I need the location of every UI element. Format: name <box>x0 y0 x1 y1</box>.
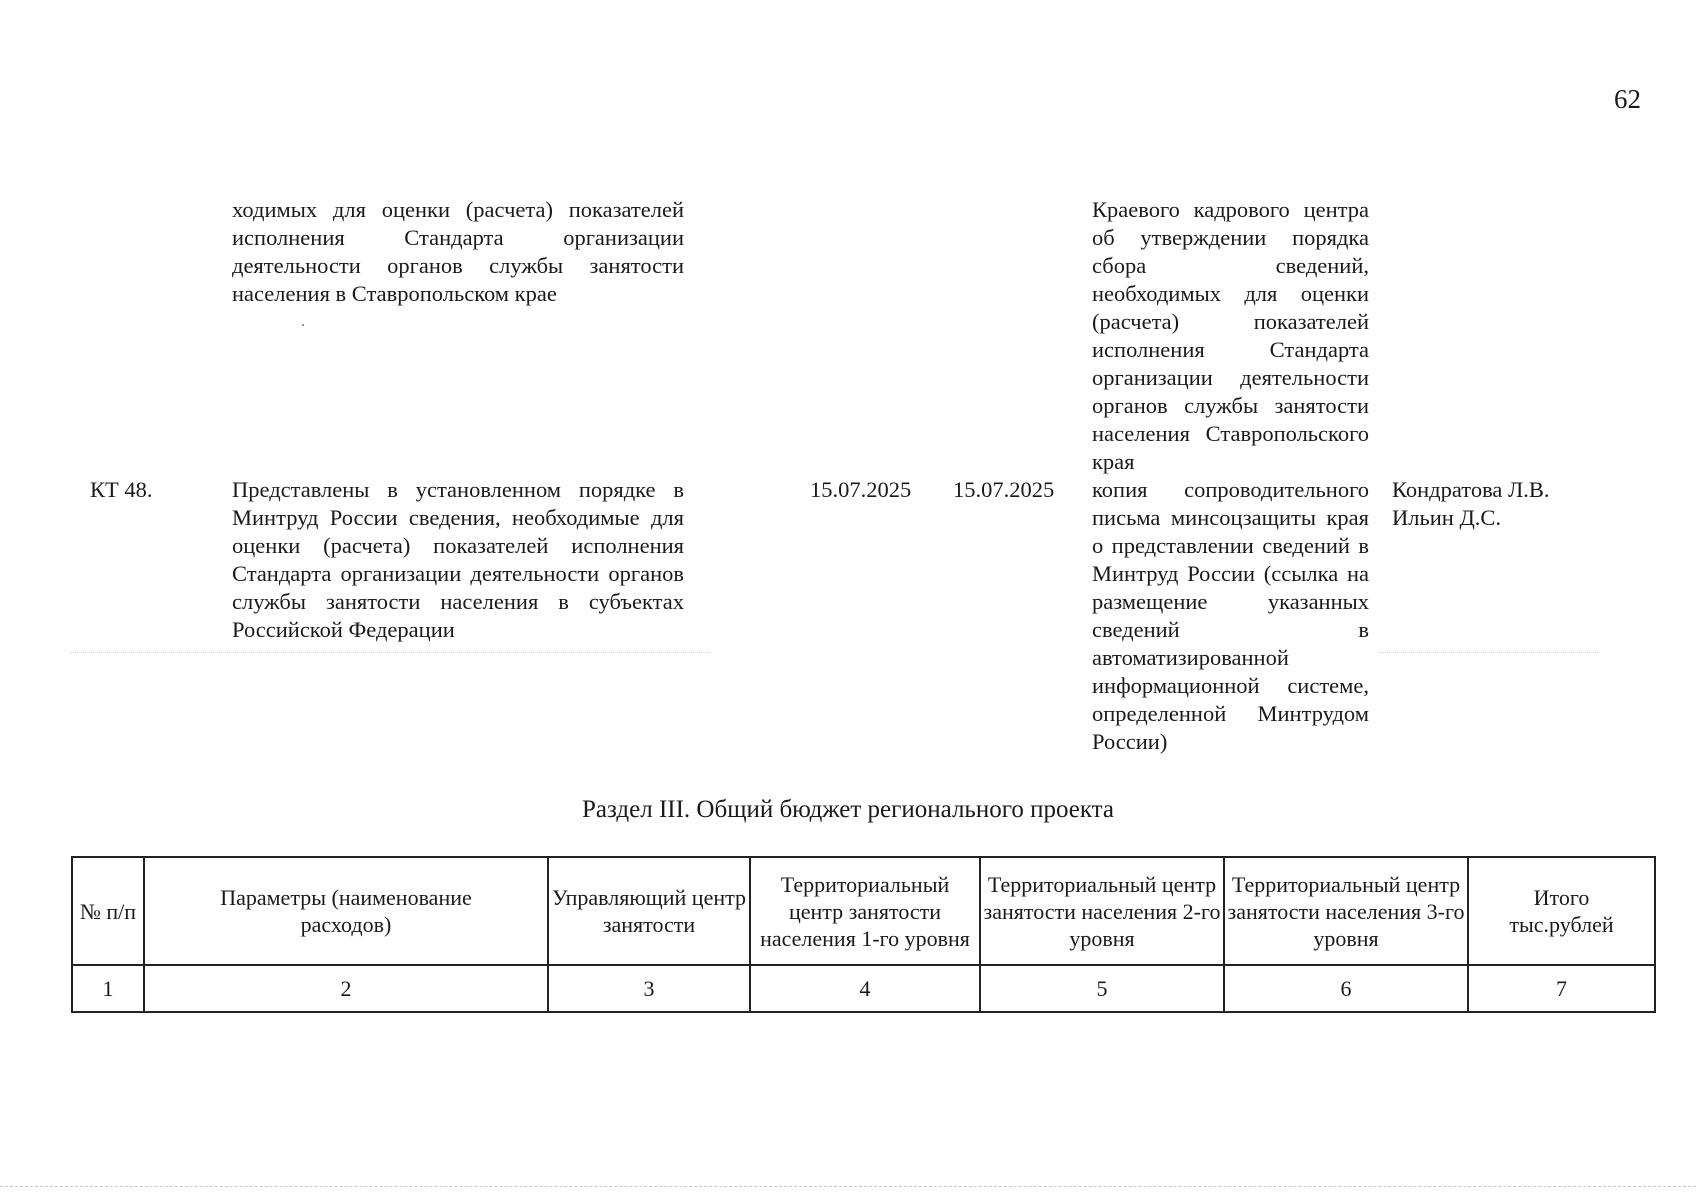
budget-table <box>71 856 1656 1013</box>
table-header-row <box>72 857 1655 965</box>
column-number: 2 <box>144 965 548 1012</box>
column-number: 7 <box>1468 965 1655 1012</box>
continued-description: ходимых для оценки (расчета) показателей исполнения Стандарта организации деятельности органов службы занятости населения в Ставропольском крае <box>232 197 684 306</box>
header-cell-level-2: Территориальный центр занятости населения 2-го уровня <box>980 857 1224 965</box>
column-number: 5 <box>980 965 1224 1012</box>
header-cell-total: Итого тыс.рублей <box>1468 857 1655 965</box>
column-number: 1 <box>72 965 144 1012</box>
column-number: 3 <box>548 965 750 1012</box>
row-id: КТ 48. <box>90 477 153 502</box>
scan-speck <box>302 324 304 326</box>
page-number: 62 <box>1614 84 1641 114</box>
scan-line <box>70 652 710 653</box>
header-cell-level-3: Территориальный центр занятости населения 3-го уровня <box>1224 857 1468 965</box>
header-cell-parameters: Параметры (наименование расходов) <box>144 857 548 965</box>
responsible-person: Ильин Д.С. <box>1392 505 1502 530</box>
row-description: Представлены в установленном порядке в Минтруд России сведения, необходимые для оценки (расчета) показателей исполнения Стандарта организации деятельности органов службы занятости населения в субъектах Российской Федерации <box>232 477 684 642</box>
row-evidence: копия сопроводительного письма минсоцзащиты края о представлении сведений в Минтруд России (ссылка на размещение указанных сведений в автоматизированной информационной системе, определенной Минтрудом России) <box>1092 477 1369 754</box>
responsible-person: Кондратова Л.В. <box>1392 477 1550 502</box>
scan-line <box>1380 652 1600 653</box>
section-title: Раздел III. Общий бюджет регионального проекта <box>581 796 1115 823</box>
table-row <box>72 965 1655 1012</box>
continued-evidence: Краевого кадрового центра об утверждении порядка сбора сведений, необходимых для оценки (расчета) показателей исполнения Стандарта организации деятельности органов службы занятости населения Ставропольского края <box>1092 197 1369 474</box>
row-end-date: 15.07.2025 <box>953 477 1055 502</box>
scan-edge <box>0 1186 1696 1187</box>
header-cell-number: № п/п <box>72 857 144 965</box>
row-start-date: 15.07.2025 <box>810 477 912 502</box>
row-responsible <box>1392 476 1592 532</box>
column-number: 4 <box>750 965 980 1012</box>
header-cell-managing-center: Управляющий центр занятости <box>548 857 750 965</box>
column-number: 6 <box>1224 965 1468 1012</box>
header-cell-level-1: Территориальный центр занятости населения 1-го уровня <box>750 857 980 965</box>
